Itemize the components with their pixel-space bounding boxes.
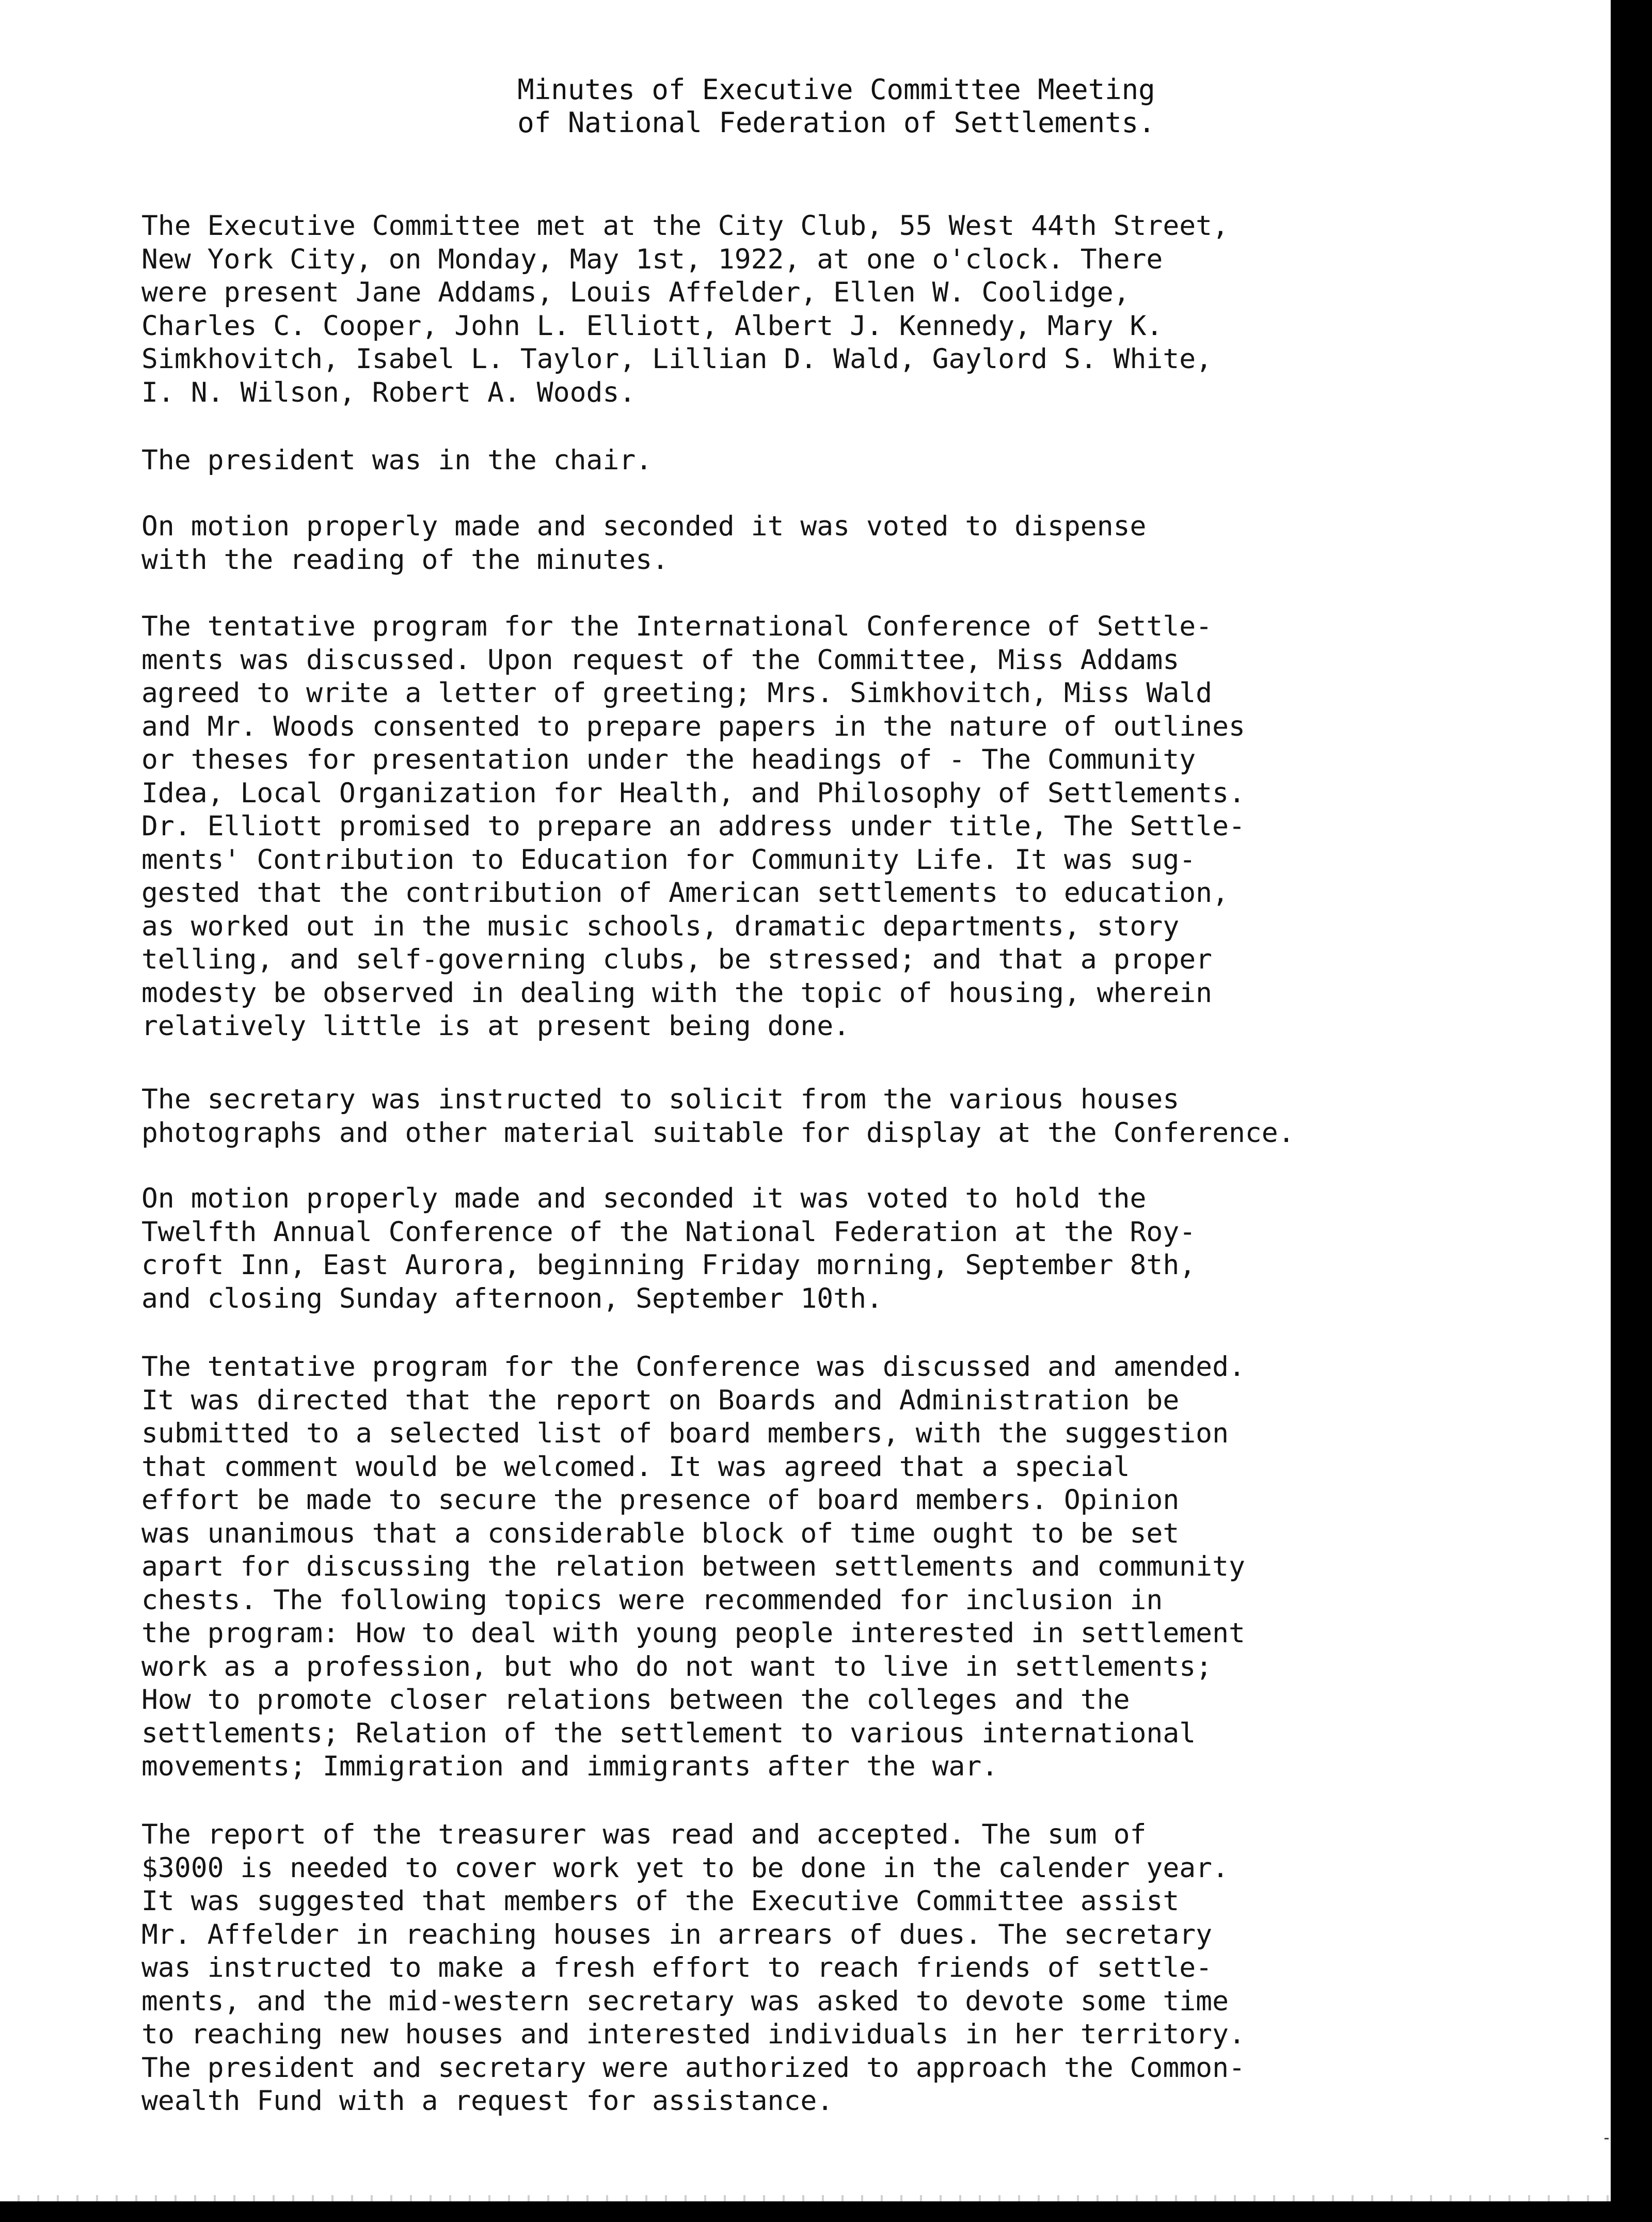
paragraph-chair: The president was in the chair.: [141, 445, 653, 476]
scan-edge-specks: [0, 2195, 1611, 2201]
title-line-1: Minutes of Executive Committee Meeting: [517, 73, 1155, 106]
paragraph-minutes-motion: On motion properly made and seconded it was voted to dispense with the reading of the minutes.: [141, 511, 1147, 576]
margin-mark: [1605, 2138, 1609, 2139]
paragraph-annual-conference: On motion properly made and seconded it was voted to hold the Twelfth Annual Conference of the National Federation at the Roy- croft Inn, East Aurora, beginning Friday morning, September 8th, and closing Sunday afternoon, September 10th.: [141, 1183, 1196, 1314]
paragraph-photographs: The secretary was instructed to solicit from the various houses photographs and other material suitable for display at the Conference.: [141, 1084, 1295, 1149]
paragraph-treasurer-report: The report of the treasurer was read and accepted. The sum of $3000 is needed to cover work yet to be done in the calender year. It was suggested that members of the Executive Committee assist Mr. Affelder in reaching houses in arrears of dues. The secretary was instructed to make a fresh effort to reach friends of settle- ments, and the mid-western secretary was asked to devote some time to reaching new houses and interested individuals in her territory. The president and secretary were authorized to approach the Common- wealth Fund with a request for assistance.: [141, 1819, 1245, 2117]
paragraph-conference-program: The tentative program for the Conference was discussed and amended. It was directed that the report on Boards and Administration be submitted to a selected list of board members, with the suggestion that comment would be welcomed. It was agreed that a special effort be made to secure the presence of board members. Opinion was unanimous that a considerable block of time ought to be set apart for discussing the relation between settlements and community chests. The following topics were recommended for inclusion in the program: How to deal with young people interested in settlement work as a profession, but who do not want to live in settlements; How to promote closer relations between the colleges and the settlements; Relation of the settlement to various international movements; Immigration and immigrants after the war.: [141, 1351, 1245, 1782]
paragraph-attendance: The Executive Committee met at the City Club, 55 West 44th Street, New York City, on Monday, May 1st, 1922, at one o'clock. There were present Jane Addams, Louis Affelder, Ellen W. Coolidge, Charles C. Cooper, John L. Elliott, Albert J. Kennedy, Mary K. Simkhovitch, Isabel L. Taylor, Lillian D. Wald, Gaylord S. White, I. N. Wilson, Robert A. Woods.: [141, 210, 1229, 408]
paragraph-international-conference: The tentative program for the International Conference of Settle- ments was discussed. Upon request of the Committee, Miss Addams agreed to write a letter of greeting; Mrs. Simkhovitch, Miss Wald and Mr. Woods consented to prepare papers in the nature of outlines or theses for presentation under the headings of - The Community Idea, Local Organization for Health, and Philosophy of Settlements. Dr. Elliott promised to prepare an address under title, The Settle- ments' Contribution to Education for Community Life. It was sug- gested that the contribution of American settlements to education, as worked out in the music schools, dramatic departments, story telling, and self-governing clubs, be stressed; and that a proper modesty be observed in dealing with the topic of housing, wherein relatively little is at present being done.: [141, 611, 1245, 1042]
title-line-2: of National Federation of Settlements.: [517, 106, 1155, 139]
